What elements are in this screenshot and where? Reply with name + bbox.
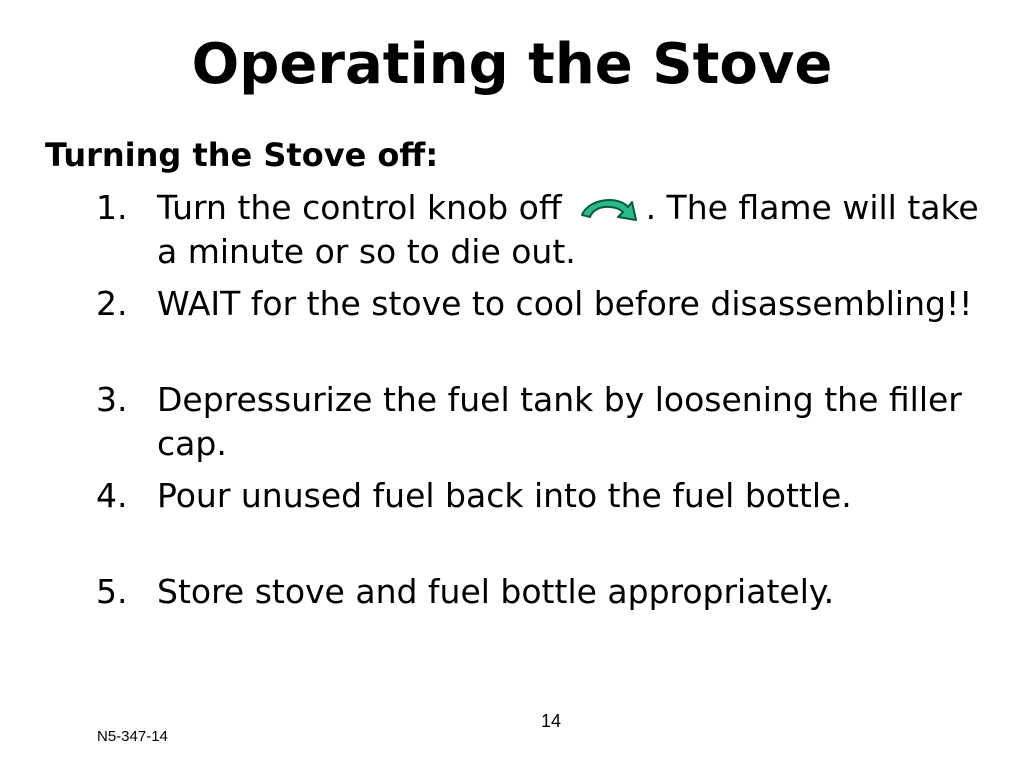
section-heading: Turning the Stove off: — [45, 136, 439, 174]
step-number: 2. — [96, 284, 128, 323]
slide-title: Operating the Stove — [191, 32, 833, 97]
document-id: N5-347-14 — [97, 728, 168, 745]
step-item — [96, 474, 996, 518]
step-number: 1. — [96, 188, 128, 227]
step-item — [96, 282, 996, 326]
step-number: 5. — [96, 572, 128, 611]
step-text: WAIT for the stove to cool before disassembling!! — [157, 284, 973, 323]
step-text: Depressurize the fuel tank by loosening the filler cap. — [157, 380, 962, 463]
step-text: Pour unused fuel back into the fuel bottle. — [157, 476, 852, 515]
step-item — [96, 378, 996, 466]
step-text-after-icon: . The flame will take a minute or so to die out. — [157, 188, 979, 271]
step-item — [96, 570, 996, 614]
page-number: 14 — [541, 711, 562, 731]
step-text — [157, 186, 993, 274]
step-item — [96, 186, 996, 274]
step-number: 3. — [96, 380, 128, 419]
step-text: Store stove and fuel bottle appropriately. — [157, 572, 835, 611]
step-text-before-icon: Turn the control knob off — [157, 188, 562, 227]
clockwise-arrow-icon — [578, 193, 640, 223]
step-number: 4. — [96, 476, 128, 515]
